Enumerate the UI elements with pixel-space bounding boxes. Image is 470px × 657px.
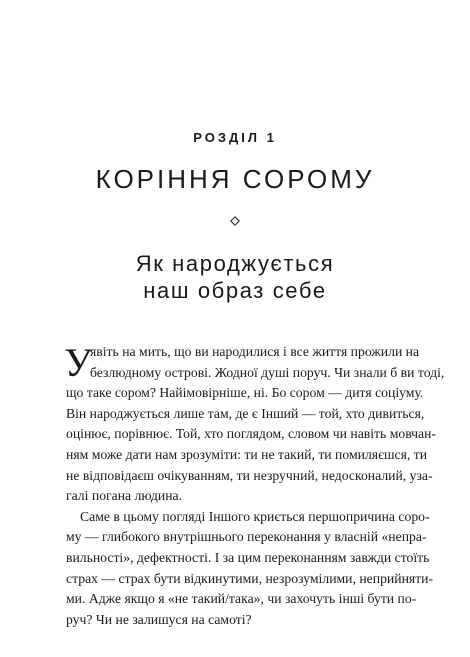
text-line: Саме в цьому погляді Іншого криється першопричина соро- — [80, 508, 430, 524]
text-line: не відповідаєш очікуванням, ти незручний, недосконалий, уза- — [66, 467, 433, 483]
paragraph-1 — [66, 342, 445, 507]
text-line: му — глибокого внутрішнього переконання у власній «непра- — [66, 529, 427, 545]
section-title-line-1: Як народжується — [135, 251, 335, 276]
text-line: галі погана людина. — [66, 488, 183, 504]
text-line: ням може дати нам зрозуміти: ти не такий, ти помиляєшся, ти — [66, 446, 428, 462]
text-line: безлюдному острові. Жодної душі поруч. Чи знали б ви тоді, — [90, 364, 445, 380]
paragraph-2 — [66, 507, 434, 631]
text-line: вильності», дефектності. І за цим переконанням завжди стоїть — [66, 549, 430, 565]
section-title — [0, 250, 470, 304]
text-line: що таке сором? Найімовірніше, ні. Бо сором — дитя соціуму. — [66, 385, 424, 401]
section-title-line-2: наш образ себе — [143, 278, 327, 303]
text-line: оцінює, порівнює. Той, хто поглядом, словом чи навіть мовчан- — [66, 426, 436, 442]
text-line: Він народжується лише там, де є Інший — той, хто дивиться, — [66, 405, 425, 421]
body-text — [64, 340, 445, 630]
text-line: ми. Адже якщо я «не такий/така», чи захочуть інші бути по- — [66, 591, 417, 607]
chapter-number: РОЗДІЛ 1 — [193, 130, 277, 145]
text-line: явіть на мить, що ви народилися і все життя прожили на — [90, 344, 420, 359]
drop-cap: У — [64, 340, 93, 385]
text-line: руч? Чи не залишуся на самоті? — [66, 611, 252, 627]
text-line: страх — страх бути відкинутими, незрозумілими, неприйняти- — [66, 570, 434, 586]
chapter-title: КОРІННЯ СОРОМУ — [95, 164, 375, 194]
diamond-ornament-icon — [230, 216, 240, 226]
